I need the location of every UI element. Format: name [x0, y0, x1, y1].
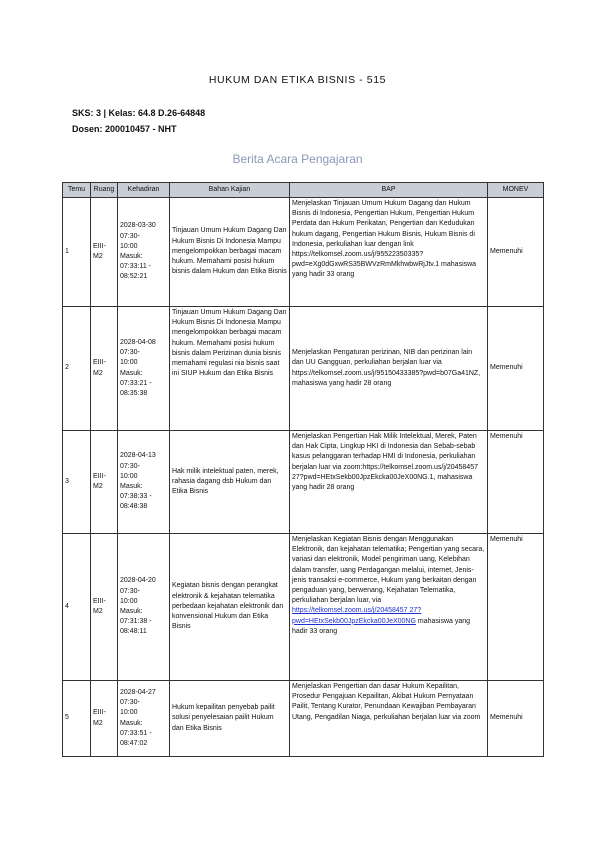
column-header-monev: MONEV — [488, 183, 544, 198]
column-header-ruang: Ruang — [91, 183, 118, 198]
kehadiran-cell: 2028-04-08 07:30- 10:00 Masuk: 07:33:21 - 08:35:38 — [118, 307, 170, 431]
kehadiran-cell: 2028-04-20 07:30- 10:00 Masuk: 07:31:38 - 08:48:11 — [118, 534, 170, 681]
bap-cell: Menjelaskan Tinjauan Umum Hukum Dagang dan Hukum Bisnis di Indonesia, Pengertian Hukum, Pengertian Hukum Perdata dan Hukum Perikatan, Pengertian dan Kedudukan hukum dagang, Pengertian Hukum Bisnis, Hukum Bisnis di Indonesia, perkuliahan luar dengan link https://telkomsel.zoom.us/j/95522350335?pwd=eXg0dGxwRS35BWVzRmMkhwbwRjJtv.1 mahasiswa yang hadir 33 orang — [290, 198, 488, 307]
kehadiran-cell: 2028-04-13 07:30- 10:00 Masuk: 07:38:33 - 08:48:38 — [118, 431, 170, 534]
table-row — [63, 431, 544, 534]
bahan-kajian-cell: Tinjauan Umum Hukum Dagang Dan Hukum Bisnis Di Indonesia Mampu mengelompokkan berbagai macam hukum. Memahami posisi hukum bisnis dalam Perizinan dunia bisnis memahami regulasi nia bisnis saat ini SIUP Hukum dan Etika Bisnis — [170, 307, 290, 431]
table-row — [63, 534, 544, 681]
ruang-cell: EIII-M2 — [91, 198, 118, 307]
temu-cell: 3 — [63, 431, 91, 534]
monev-cell: Memenuhi — [488, 534, 544, 681]
section-title: Berita Acara Pengajaran — [232, 152, 363, 166]
meeting-link[interactable]: https://telkomsel.zoom.us/j/20458457 27?pwd=HEtxSekb00JpzEkcka00JeX00NG — [292, 607, 422, 625]
bap-cell: Menjelaskan Pengertian dan dasar Hukum Kepailitan, Prosedur Pengajuan Kepailitan, Akibat Hukum Pernyataan Pailit, Tentang Kurator, Penundaan Kewajiban Pembayaran Utang, Pengadilan Niaga, perkuliahan berjalan luar via zoom — [290, 681, 488, 757]
monev-cell: Memenuhi — [488, 307, 544, 431]
kehadiran-cell: 2028-04-27 07:30- 10:00 Masuk: 07:33:51 - 08:47:02 — [118, 681, 170, 757]
ruang-cell: EIII-M2 — [91, 307, 118, 431]
document-title: HUKUM DAN ETIKA BISNIS - 515 — [208, 74, 387, 86]
bahan-kajian-cell: Kegiatan bisnis dengan perangkat elektronik & kejahatan telematika perbedaan kejahatan elektronik dan konvensional Hukum dan Etika Bisnis — [170, 534, 290, 681]
monev-cell: Memenuhi — [488, 431, 544, 534]
bahan-kajian-cell: Hukum kepailitan penyebab pailit solusi penyelesaian pailit Hukum dan Etika Bisnis — [170, 681, 290, 757]
bap-cell: Menjelaskan Pengertian Hak Milik Intelektual, Merek, Paten dan Hak Cipta, Lingkup HKI di Indonesia dan Sebab-sebab kasus pelanggaran terhadap HMI di Indonesia, perkuliahan berjalan luar via zoom:https://telkomsel.zoom.us/j/20458457 27?pwd=HEtxSekb00JpzEkcka00JeX00NG.1, mahasiswa yang hadir 28 orang — [290, 431, 488, 534]
table-header-row — [63, 183, 544, 198]
bap-cell: Menjelaskan Pengaturan perizinan, NIB dan perizinan lain dan UU Gangguan, perkuliahan berjalan luar via https://telkomsel.zoom.us/j/95150433385?pwd=b07Ga41NZ, mahasiswa yang hadir 28 orang — [290, 307, 488, 431]
column-header-bap: BAP — [290, 183, 488, 198]
monev-cell: Memenuhi — [488, 681, 544, 757]
column-header-bahan-kajian: Bahan Kajian — [170, 183, 290, 198]
ruang-cell: EIII-M2 — [91, 534, 118, 681]
ruang-cell: EIII-M2 — [91, 681, 118, 757]
bahan-kajian-cell: Hak milik intelektual paten, merek, rahasia dagang dsb Hukum dan Etika Bisnis — [170, 431, 290, 534]
temu-cell: 2 — [63, 307, 91, 431]
lecturer-info: Dosen: 200010457 - NHT — [72, 124, 177, 134]
teaching-record-table — [62, 182, 544, 757]
table-row — [63, 198, 544, 307]
bap-cell: Menjelaskan Kegiatan Bisnis dengan Menggunakan Elektronik, dan kejahatan telematika; Pengertian yang secara, variasi dan elektronik, Model pengiriman uang, Kelebihan dalam transfer, uang Perdagangan melalui, internet, Jenis-jenis transaksi e-commerce, Hukum yang berkaitan dengan pengaduan yang, berwenang, Kejahatan Telematika, perkuliahan berjalan luar, via https://telkomsel.zoom.us/j/20458457 27?pwd=HEtxSekb00JpzEkcka00JeX00NG mahasiswa yang hadir 33 orang — [290, 534, 488, 681]
column-header-temu: Temu — [63, 183, 91, 198]
column-header-kehadiran: Kehadiran — [118, 183, 170, 198]
table-row — [63, 681, 544, 757]
table-row — [63, 307, 544, 431]
temu-cell: 5 — [63, 681, 91, 757]
kehadiran-cell: 2028-03-30 07:30- 10:00 Masuk: 07:33:11 - 08:52:21 — [118, 198, 170, 307]
temu-cell: 1 — [63, 198, 91, 307]
monev-cell: Memenuhi — [488, 198, 544, 307]
temu-cell: 4 — [63, 534, 91, 681]
sks-class-info: SKS: 3 | Kelas: 64.8 D.26-64848 — [72, 108, 206, 118]
bahan-kajian-cell: Tinjauan Umum Hukum Dagang Dan Hukum Bisnis Di Indonesia Mampu mengelompokkan berbagai macam hukum. Memahami posisi hukum bisnis dalam Hukum dan Etika Bisnis — [170, 198, 290, 307]
ruang-cell: EIII-M2 — [91, 431, 118, 534]
